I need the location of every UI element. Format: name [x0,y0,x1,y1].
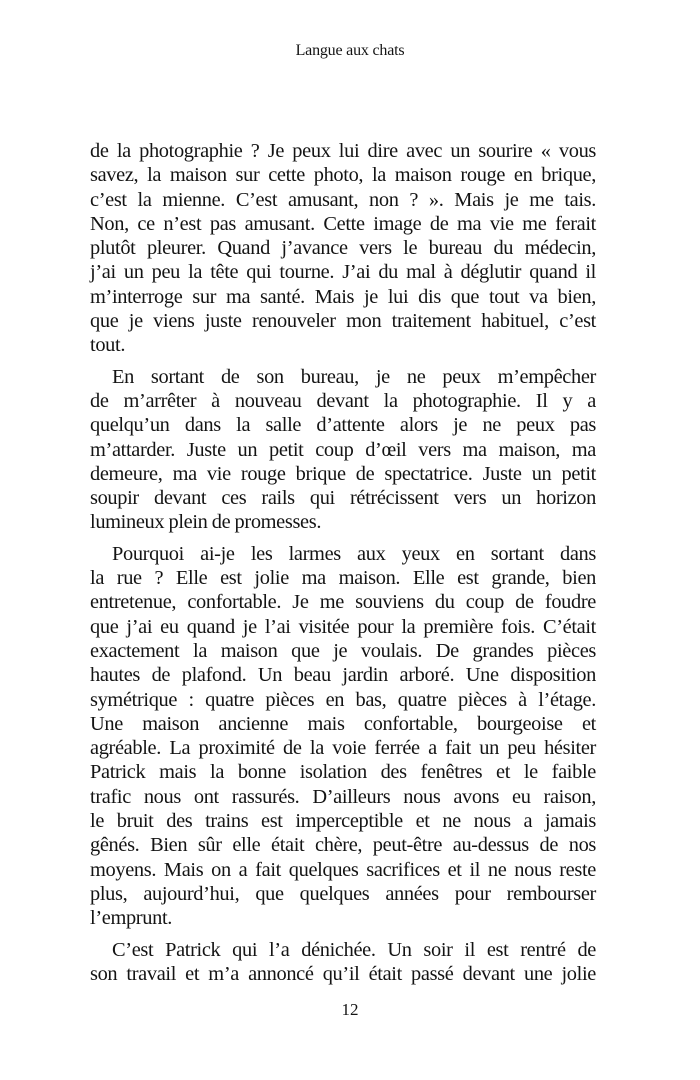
text-line: de m’arrêter à nouveau devant la photographie. Il y a [90,389,596,412]
paragraph-1 [90,139,596,358]
text-line: que j’ai eu quand je l’ai visitée pour la première fois. C’était [90,615,596,638]
text-line: C’est Patrick qui l’a dénichée. Un soir il est rentré de [112,938,596,961]
text-line: entretenue, confortable. Je me souviens du coup de foudre [90,591,596,614]
text-line: lumineux plein de promesses. [90,511,322,534]
text-line: trafic nous ont rassurés. D’ailleurs nous avons eu raison, [90,785,596,808]
text-line: tout. [90,334,126,357]
text-line: de la photographie ? Je peux lui dire avec un sourire « vous [90,140,596,162]
text-line: agréable. La proximité de la voie ferrée a fait un peu hésiter [90,737,596,760]
text-line: Une maison ancienne mais confortable, bourgeoise et [90,712,596,735]
text-line: que je viens juste renouveler mon traitement habituel, c’est [90,310,596,333]
page-number: 12 [341,1000,359,1019]
text-line: Pourquoi ai-je les larmes aux yeux en sortant dans [112,542,596,565]
text-line: gênés. Bien sûr elle était chère, peut-être au-dessus de nos [90,834,596,857]
text-line: symétrique : quatre pièces en bas, quatre pièces à l’étage. [90,688,596,711]
body-text [90,139,596,993]
text-line: hautes de plafond. Un beau jardin arboré. Une disposition [90,664,596,687]
text-line: j’ai un peu la tête qui tourne. J’ai du mal à déglutir quand il [90,261,596,284]
paragraph-3 [90,542,596,931]
text-line: m’attarder. Juste un petit coup d’œil vers ma maison, ma [90,438,596,461]
text-line: c’est la mienne. C’est amusant, non ? ». Mais je me tais. [90,188,596,211]
text-line: plutôt pleurer. Quand j’avance vers le bureau du médecin, [90,237,596,260]
text-line: la rue ? Elle est jolie ma maison. Elle est grande, bien [90,567,596,590]
text-line: soupir devant ces rails qui rétrécissent vers un horizon [90,487,596,510]
paragraph-4 [90,938,596,987]
running-header: Langue aux chats [295,42,405,59]
text-line: demeure, ma vie rouge brique de spectatrice. Juste un petit [90,462,596,485]
text-line: savez, la maison sur cette photo, la maison rouge en brique, [90,164,596,187]
text-line: plus, aujourd’hui, que quelques années pour rembourser [90,882,596,905]
text-line: son travail et m’a annoncé qu’il était passé devant une jolie [90,962,596,985]
text-line: le bruit des trains est imperceptible et ne nous a jamais [90,810,596,833]
text-line: En sortant de son bureau, je ne peux m’empêcher [112,365,596,388]
text-line: l’emprunt. [90,907,173,930]
text-line: m’interroge sur ma santé. Mais je lui dis que tout va bien, [90,285,596,308]
text-line: quelqu’un dans la salle d’attente alors je ne peux pas [90,414,596,437]
text-line: Non, ce n’est pas amusant. Cette image de ma vie me ferait [90,212,596,235]
text-line: moyens. Mais on a fait quelques sacrifices et il ne nous reste [90,858,596,881]
text-line: exactement la maison que je voulais. De grandes pièces [90,639,596,662]
paragraph-2 [90,365,596,535]
text-line: Patrick mais la bonne isolation des fenêtres et le faible [90,761,596,784]
